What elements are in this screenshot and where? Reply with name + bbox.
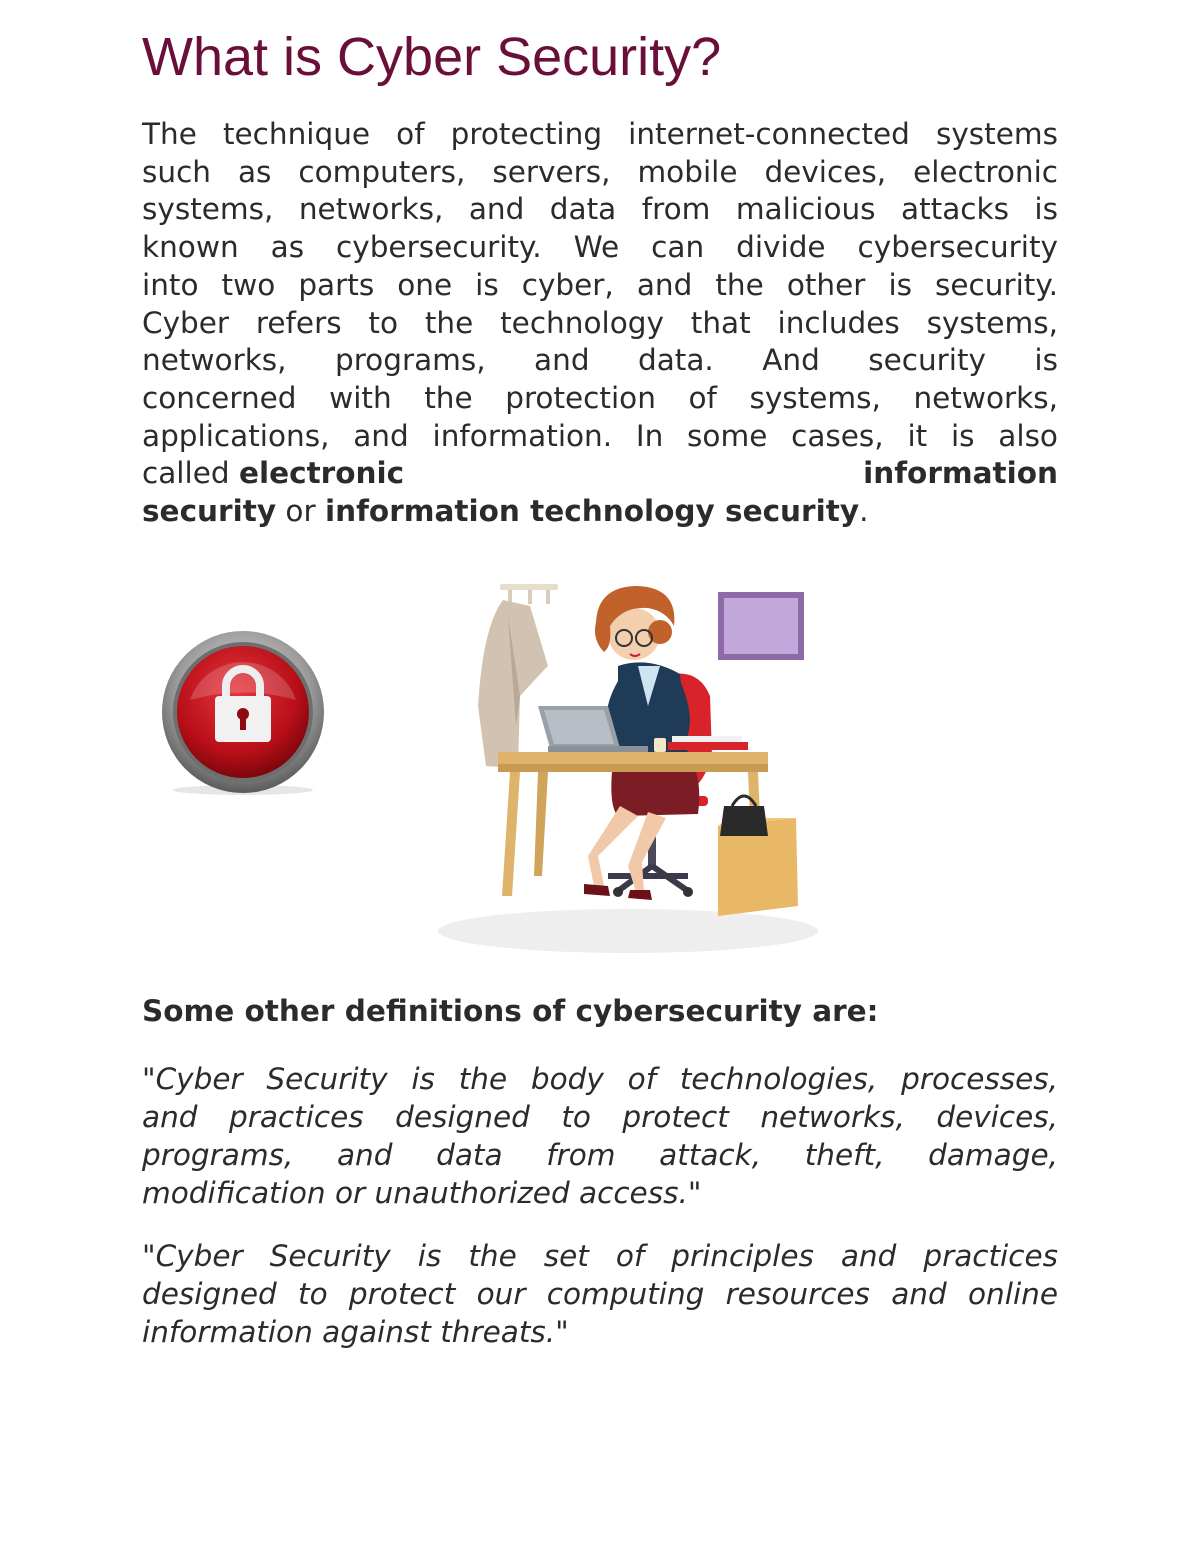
intro-period: . <box>859 494 869 529</box>
definitions-subheading: Some other definitions of cybersecurity are: <box>142 994 879 1028</box>
intro-line-last <box>142 493 1058 531</box>
bold-security: security <box>142 494 277 529</box>
bold-information: information <box>863 456 1058 491</box>
quote-line: "Cyber Security is the set of principles and practices <box>142 1239 1058 1273</box>
intro-line: such as computers, servers, mobile devices, electronic <box>142 154 1058 189</box>
intro-paragraph <box>142 116 1058 531</box>
intro-line: known as cybersecurity. We can divide cybersecurity <box>142 230 1058 265</box>
quote-line: designed to protect our computing resources and online <box>142 1277 1058 1311</box>
quote-line: and practices designed to protect networks, devices, <box>142 1100 1058 1134</box>
intro-line: systems, networks, and data from malicious attacks is <box>142 192 1058 227</box>
intro-line-called <box>142 455 1058 493</box>
definition-quote-1 <box>142 1060 1058 1212</box>
called-prefix: called <box>142 456 239 491</box>
quote-line: information against threats." <box>142 1315 569 1349</box>
intro-line: applications, and information. In some cases, it is also <box>142 418 1058 453</box>
bold-it-security: information technology security <box>324 494 860 529</box>
page-title: What is Cyber Security? <box>142 27 722 87</box>
intro-line: The technique of protecting internet-connected systems <box>142 117 1058 151</box>
quote-line: programs, and data from attack, theft, damage, <box>142 1138 1058 1172</box>
connector-or: or <box>276 494 325 529</box>
intro-line: into two parts one is cyber, and the other is security. <box>142 267 1058 302</box>
definition-quote-2 <box>142 1237 1058 1351</box>
padlock-icon <box>160 630 326 796</box>
intro-line: networks, programs, and data. And security is <box>142 343 1058 378</box>
intro-line: concerned with the protection of systems, networks, <box>142 380 1058 415</box>
intro-line: Cyber refers to the technology that includes systems, <box>142 305 1058 340</box>
quote-line: modification or unauthorized access." <box>142 1176 702 1210</box>
bold-electronic: electronic <box>238 456 405 491</box>
woman-at-laptop-illustration <box>398 556 852 968</box>
quote-line: "Cyber Security is the body of technologies, processes, <box>142 1062 1058 1096</box>
